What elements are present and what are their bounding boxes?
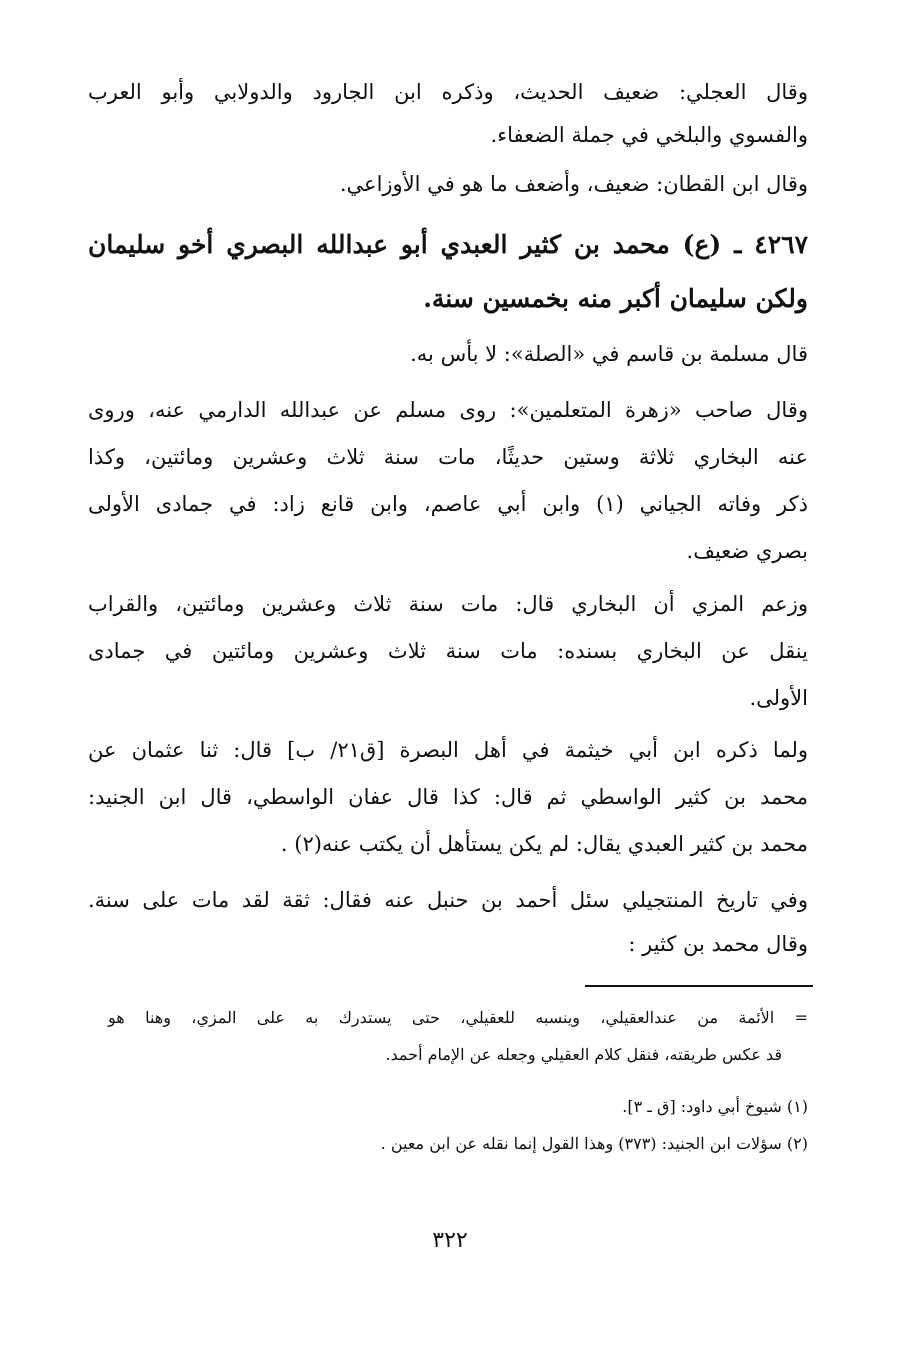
body-line: بصري ضعيف. [686, 539, 808, 563]
body-line: ينقل عن البخاري بسنده: مات سنة ثلاث وعشرين ومائتين في جمادى [88, 639, 808, 663]
footnote-line: (١) شيوخ أبي داود: [ق ـ ٣]. [622, 1097, 808, 1116]
body-line: الأولى. [749, 686, 808, 710]
body-line: والفسوي والبلخي في جملة الضعفاء. [490, 123, 808, 147]
body-line: وقال محمد بن كثير : [628, 932, 808, 956]
footnote-line: (٢) سؤلات ابن الجنيد: (٣٧٣) وهذا القول إنما نقله عن ابن معين . [380, 1134, 808, 1153]
footnote-separator [585, 985, 813, 987]
body-line: ذكر وفاته الجياني (١) وابن أبي عاصم، وابن قانع زاد: في جمادى الأولى [88, 492, 808, 516]
footnote-line: قد عكس طريقته، فنقل كلام العقيلي وجعله عن الإمام أحمد. [385, 1045, 782, 1064]
body-line: وزعم المزي أن البخاري قال: مات سنة ثلاث وعشرين ومائتين، والقراب [88, 592, 808, 616]
body-line: وقال العجلي: ضعيف الحديث، وذكره ابن الجارود والدولابي وأبو العرب [88, 80, 808, 104]
body-line: محمد بن كثير العبدي يقال: لم يكن يستأهل أن يكتب عنه(٢) . [280, 832, 808, 856]
body-line: ولما ذكره ابن أبي خيثمة في أهل البصرة [ق٢١/ ب] قال: ثنا عثمان عن [88, 738, 808, 762]
body-line: وفي تاريخ المنتجيلي سئل أحمد بن حنبل عنه فقال: ثقة لقد مات على سنة. [88, 888, 808, 912]
entry-heading: ولكن سليمان أكبر منه بخمسين سنة. [423, 284, 808, 313]
body-line: عنه البخاري ثلاثة وستين حديثًا، مات سنة ثلاث وعشرين ومائتين، وكذا [88, 445, 808, 469]
body-line: وقال ابن القطان: ضعيف، وأضعف ما هو في الأوزاعي. [339, 172, 808, 196]
entry-heading: ٤٢٦٧ ـ (ع) محمد بن كثير العبدي أبو عبدالله البصري أخو سليمان [88, 230, 808, 259]
body-line: وقال صاحب «زهرة المتعلمين»: روى مسلم عن عبدالله الدارمي عنه، وروى [88, 398, 808, 422]
footnote-line: = الأئمة من عندالعقيلي، وينسبه للعقيلي، حتى يستدرك به على المزي، وهنا هو [108, 1008, 808, 1027]
body-line: قال مسلمة بن قاسم في «الصلة»: لا بأس به. [410, 342, 808, 366]
page-number: ٣٢٢ [432, 1228, 468, 1253]
body-line: محمد بن كثير الواسطي ثم قال: كذا قال عفان الواسطي، قال ابن الجنيد: [88, 785, 808, 809]
